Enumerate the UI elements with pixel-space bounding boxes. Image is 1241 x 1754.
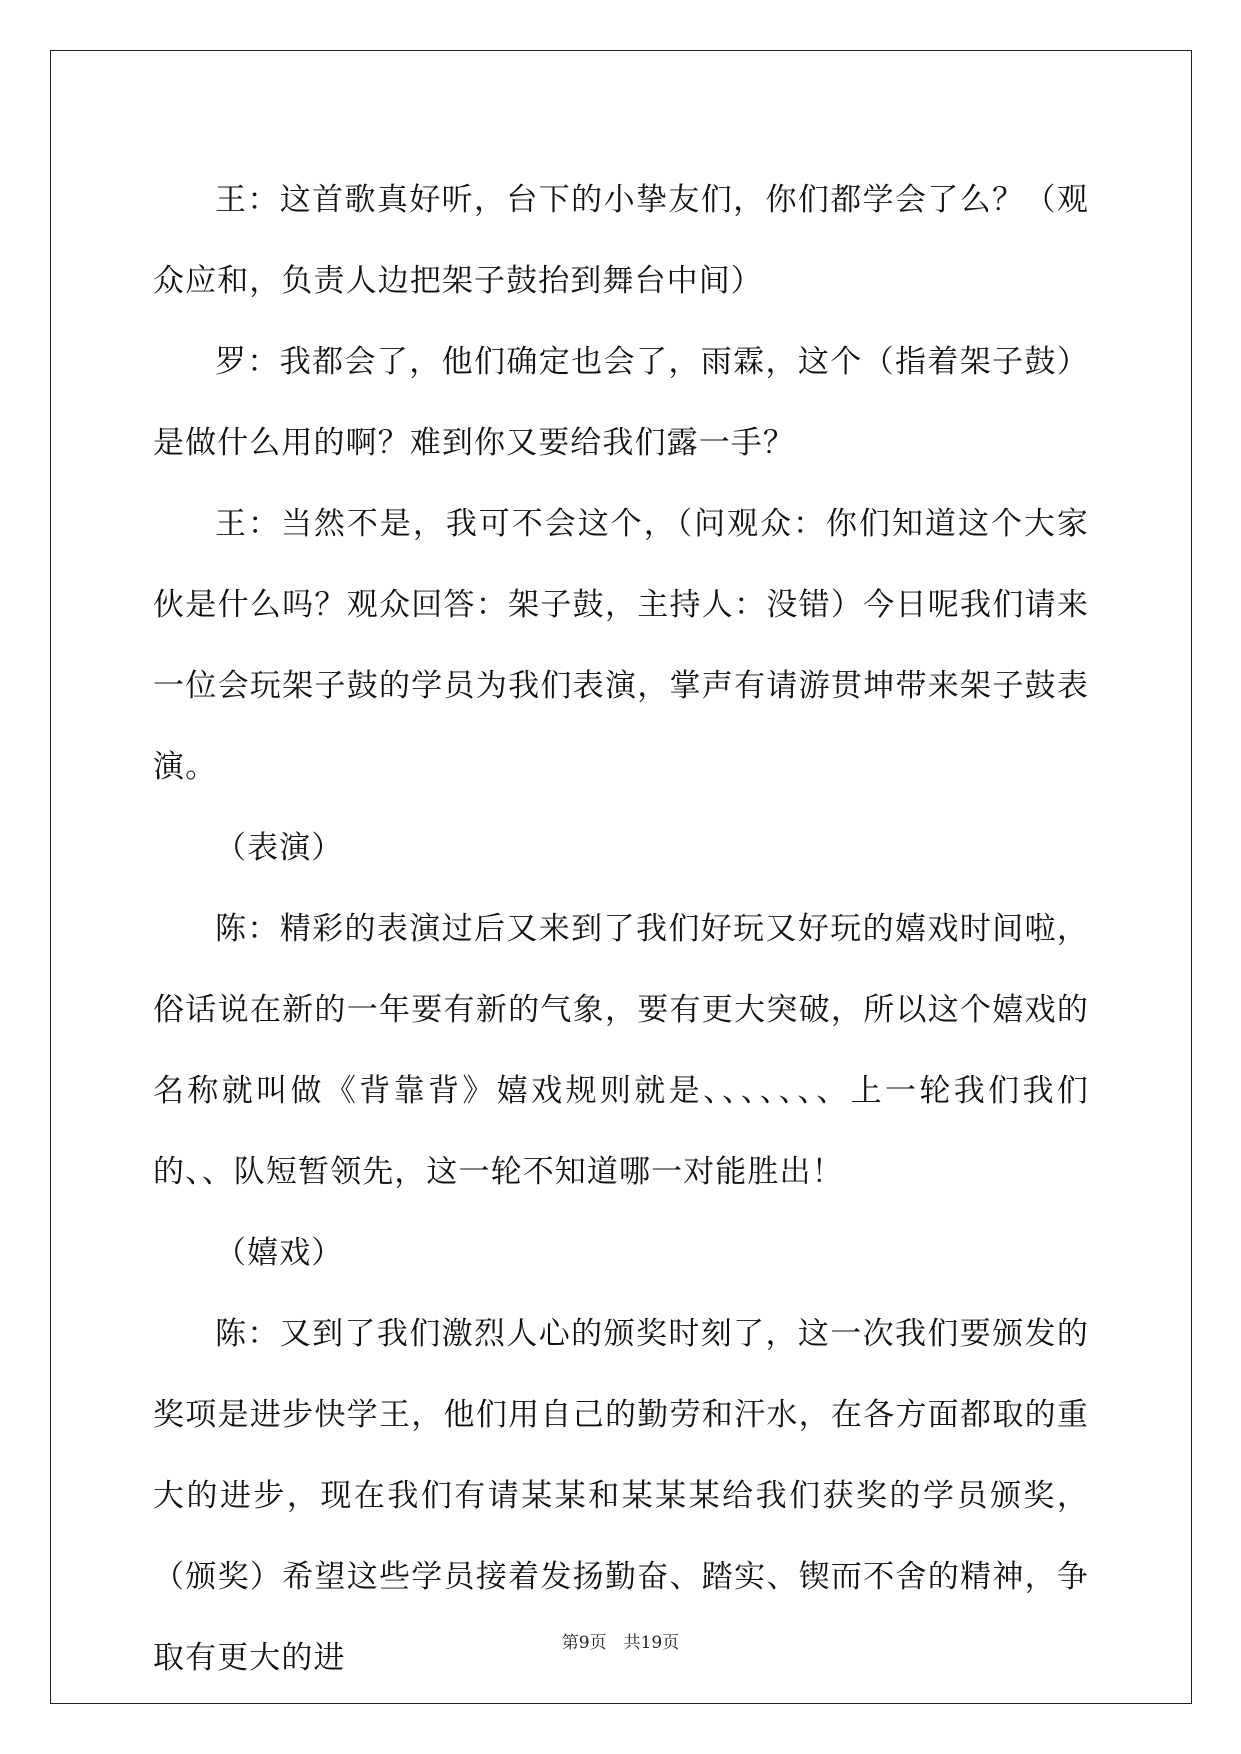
- stage-direction: （嬉戏）: [215, 1235, 344, 1271]
- paragraph: 陈：又到了我们激烈人心的颁奖时刻了，这一次我们要颁发的奖项是进步快学王，他们用自己的勤劳和汗水，在各方面都取的重大的进步，现在我们有请某某和某某某给我们获奖的学员颁奖，（颁奖）希望这些学员接着发扬勤奋、踏实、锲而不舍的精神，争取有更大的进: [153, 1316, 1089, 1676]
- document-body: [153, 160, 1089, 1699]
- paragraph: 王：当然不是，我可不会这个，（问观众：你们知道这个大家伙是什么吗？观众回答：架子鼓，主持人：没错）今日呢我们请来一位会玩架子鼓的学员为我们表演，掌声有请游贯坤带来架子鼓表演。: [153, 506, 1089, 785]
- page-footer: 第9页 共19页: [561, 1633, 680, 1653]
- paragraph: 王：这首歌真好听，台下的小挚友们，你们都学会了么？（观众应和，负责人边把架子鼓抬到舞台中间）: [153, 182, 1089, 299]
- paragraph: 罗：我都会了，他们确定也会了，雨霖，这个（指着架子鼓）是做什么用的啊？难到你又要给我们露一手？: [153, 344, 1089, 461]
- stage-direction: （表演）: [215, 830, 344, 866]
- paragraph: 陈：精彩的表演过后又来到了我们好玩又好玩的嬉戏时间啦，俗话说在新的一年要有新的气象，要有更大突破，所以这个嬉戏的名称就叫做《背靠背》嬉戏规则就是、、、、、、、上一轮我们我们的、、队短暂领先，这一轮不知道哪一对能胜出！: [153, 911, 1089, 1190]
